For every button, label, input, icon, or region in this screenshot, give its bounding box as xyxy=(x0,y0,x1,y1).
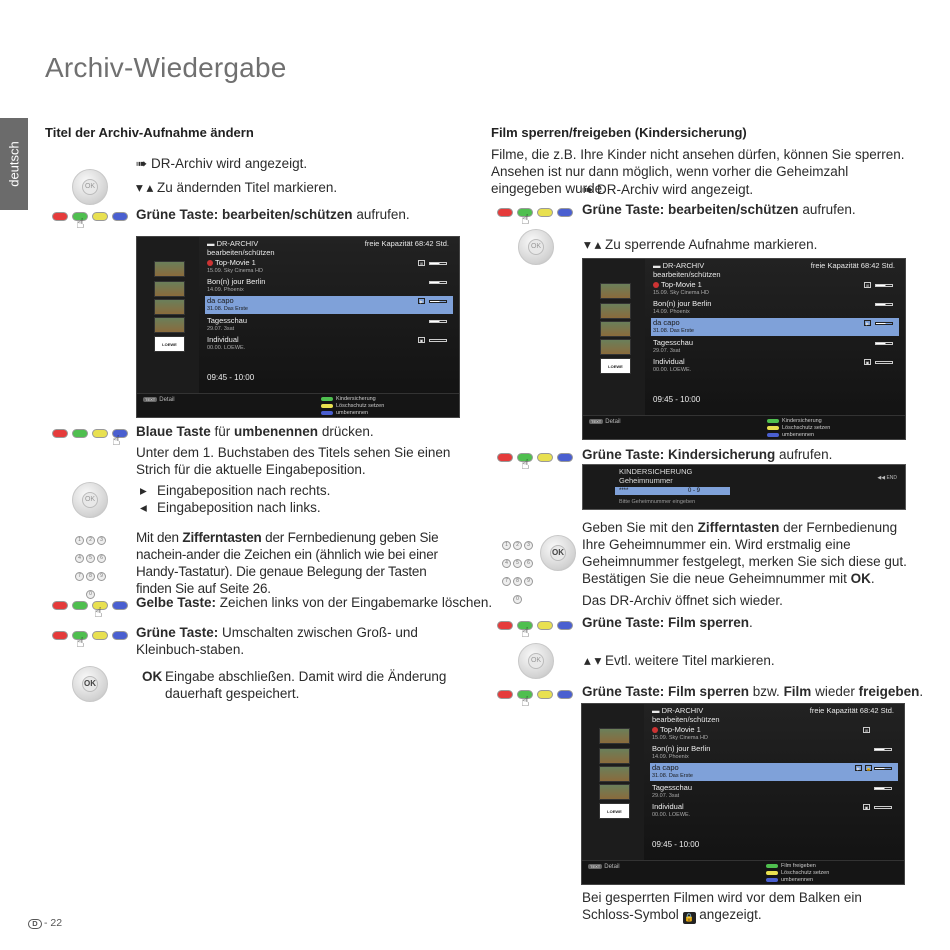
left-step-cursor-info: Unter dem 1. Buchstaben des Titels sehen Sie einen Strich für die aktuelle Eingabeposition. xyxy=(136,445,451,477)
right-step-childlock: Grüne Taste: Kindersicherung aufrufen. xyxy=(582,447,833,462)
list-item[interactable]: Individual 00.00. LOEWE. ▣ xyxy=(650,802,898,820)
pointing-hand-icon: ☝ xyxy=(521,624,530,640)
left-step-ok: Eingabe abschließen. Damit wird die Änderung dauerhaft gespeichert. xyxy=(165,669,447,701)
page-number: D - 22 xyxy=(28,917,62,929)
right-step-lock-film: Grüne Taste: Film sperren. xyxy=(582,615,753,630)
thumbnail xyxy=(600,339,631,355)
ok-button-icon: OK xyxy=(72,666,108,702)
color-keys-icon xyxy=(52,208,132,222)
left-step-pos-right: Eingabeposition nach rechts. xyxy=(157,483,331,498)
ok-button-icon: OK xyxy=(540,535,576,571)
pointing-hand-icon: ☝ xyxy=(76,634,85,650)
color-keys-icon xyxy=(497,449,577,463)
color-keys-icon xyxy=(497,204,577,218)
ok-key-label: OK xyxy=(142,669,163,684)
list-item[interactable]: Top-Movie 1 15.09. Sky Cinema HD ⊞ xyxy=(651,280,899,298)
thumbnail xyxy=(154,281,185,297)
right-step-more-titles: ▴ ▾ Evtl. weitere Titel markieren. xyxy=(584,653,775,668)
left-step-green: Grüne Taste: bearbeiten/schützen aufrufen. xyxy=(136,207,410,222)
thumbnail xyxy=(154,317,185,333)
time-range: 09:45 - 10:00 xyxy=(653,395,701,404)
tv-archive-screen-2 xyxy=(582,258,906,440)
color-keys-icon xyxy=(497,617,577,631)
thumbnail xyxy=(600,283,631,299)
list-item[interactable]: Bon(n) jour Berlin 14.09. Phoenix xyxy=(205,277,453,295)
thumbnail xyxy=(599,728,630,744)
left-step-yellow: Gelbe Taste: Zeichen links von der Eingabemarke löschen. xyxy=(136,595,493,610)
list-item-selected[interactable]: da capo 31.08. Das Erste ▶ xyxy=(651,318,899,336)
list-item-selected[interactable]: da capo 31.08. Das Erste ▶ 🔒 xyxy=(650,763,898,781)
thumbnail xyxy=(599,784,630,800)
left-step-blue: Blaue Taste für umbenennen drücken. xyxy=(136,424,374,439)
left-arrow-icon: ◂ xyxy=(140,500,147,515)
list-item[interactable]: Bon(n) jour Berlin 14.09. Phoenix xyxy=(651,299,899,317)
capacity-label: freie Kapazität 68:42 Std. xyxy=(364,239,449,248)
numeric-keypad-icon: 1 2 34 5 67 8 90 xyxy=(501,533,535,605)
left-section-title: Titel der Archiv-Aufnahme ändern xyxy=(45,125,254,140)
right-step-archive-reopens: Das DR-Archiv öffnet sich wieder. xyxy=(582,593,783,608)
pointing-hand-icon: ☝ xyxy=(521,693,530,709)
thumbnail-logo: LOEWE xyxy=(599,803,630,819)
tv-header: ▬ DR-ARCHIV bearbeiten/schützen xyxy=(653,261,721,279)
tv-footer: TEXT Detail Kindersicherung Löschschutz setzen umbenennen xyxy=(583,415,905,439)
legend: Film freigeben Löschschutz setzen umbenennen xyxy=(766,863,829,884)
right-step-archive-shown: ➠ DR-Archiv wird angezeigt. xyxy=(582,182,754,197)
thumbnail xyxy=(600,303,631,319)
left-step-archive-shown: ➠ DR-Archiv wird angezeigt. xyxy=(136,156,308,171)
list-item[interactable]: Tagesschau 29.07. 3sat xyxy=(651,338,899,356)
right-section-title: Film sperren/freigeben (Kindersicherung) xyxy=(491,125,747,140)
pin-hint: Bitte Geheimnummer eingeben xyxy=(619,499,696,505)
thumbnail xyxy=(600,321,631,337)
thumbnail xyxy=(599,766,630,782)
tv-footer: TEXT Detail Kindersicherung Löschschutz setzen umbenennen xyxy=(137,393,459,417)
page-title: Archiv-Wiedergabe xyxy=(45,52,287,83)
right-intro: Filme, die z.B. Ihre Kinder nicht ansehen dürfen, können Sie sperren. Ansehen ist nur dann möglich, wenn vorher die Geheimzahl eingegeben wurde. xyxy=(491,147,905,196)
left-step-mark-title: ▾ ▴ Zu ändernden Titel markieren. xyxy=(136,180,338,195)
tv-archive-screen-1 xyxy=(136,236,460,418)
nav-ring-icon: OK xyxy=(518,229,554,265)
color-keys-icon xyxy=(52,597,132,611)
nav-ring-icon: OK xyxy=(72,169,108,205)
nav-ring-icon: OK xyxy=(518,643,554,679)
pointing-hand-icon: ☝ xyxy=(94,604,103,620)
right-step-lock-or-release: Grüne Taste: Film sperren bzw. Film wieder freigeben. xyxy=(582,684,924,699)
thumbnail-logo: LOEWE xyxy=(600,358,631,374)
right-step-lock-symbol-note: Bei gesperrten Filmen wird vor dem Balken ein Schloss-Symbol 🔒 angezeigt. xyxy=(582,890,862,922)
left-step-digits: Mit den Zifferntasten der Fernbedienung geben Sie nachein-ander die Zeichen ein (ähnlich wie bei einer Handy-Tastatur). Die genaue Belegung der Tasten finden Sie auf Seite 26. xyxy=(136,530,439,596)
list-item-selected[interactable]: da capo 31.08. Das Erste ▶ xyxy=(205,296,453,314)
capacity-label: freie Kapazität 68:42 Std. xyxy=(810,261,895,270)
legend: Kindersicherung Löschschutz setzen umbenennen xyxy=(321,396,384,417)
tv-archive-screen-3 xyxy=(581,703,905,885)
numeric-keypad-icon: 1 2 34 5 67 8 90 xyxy=(74,528,108,600)
thumbnail-logo: LOEWE xyxy=(154,336,185,352)
list-item[interactable]: Tagesschau 29.07. 3sat xyxy=(650,783,898,801)
nav-ring-icon: OK xyxy=(72,482,108,518)
lock-icon: 🔒 xyxy=(866,766,871,771)
tv-footer: TEXT Detail Film freigeben Löschschutz setzen umbenennen xyxy=(582,860,904,884)
legend: Kindersicherung Löschschutz setzen umbenennen xyxy=(767,418,830,439)
thumbnail-column xyxy=(137,237,199,395)
pointing-hand-icon: ☝ xyxy=(521,211,530,227)
time-range: 09:45 - 10:00 xyxy=(652,840,700,849)
right-step-mark: ▾ ▴ Zu sperrende Aufnahme markieren. xyxy=(584,237,818,252)
right-step-enter-pin: Geben Sie mit den Zifferntasten der Fernbedienung Ihre Geheimnummer ein. Wird erstmalig eine Geheimnummer festgelegt, merken Sie sich diese gut. Bestätigen Sie die neue Geheimnummer mit OK. xyxy=(582,520,907,586)
capacity-label: freie Kapazität 68:42 Std. xyxy=(809,706,894,715)
dialog-keys: ◀◀ END xyxy=(877,475,897,481)
list-item[interactable]: Top-Movie 1 15.09. Sky Cinema HD ⊞ xyxy=(205,258,453,276)
right-arrow-icon: ▸ xyxy=(140,483,147,498)
left-step-green-case: Grüne Taste: Umschalten zwischen Groß- und Kleinbuch-staben. xyxy=(136,625,418,657)
color-keys-icon xyxy=(497,686,577,700)
right-step-green: Grüne Taste: bearbeiten/schützen aufrufen. xyxy=(582,202,856,217)
pointing-hand-icon: ☝ xyxy=(112,432,121,448)
pin-dialog: KINDERSICHERUNG Geheimnummer ◀◀ END **** 0 - 9 Bitte Geheimnummer eingeben xyxy=(582,464,906,510)
pointing-hand-icon: ☝ xyxy=(521,456,530,472)
pointing-hand-icon: ☝ xyxy=(76,215,85,231)
list-item[interactable]: Tagesschau 29.07. 3sat xyxy=(205,316,453,334)
list-item[interactable]: Individual 00.00. LOEWE. ▣ xyxy=(205,335,453,353)
list-item[interactable]: Bon(n) jour Berlin 14.09. Phoenix xyxy=(650,744,898,762)
lock-icon: 🔒 xyxy=(684,913,695,922)
time-range: 09:45 - 10:00 xyxy=(207,373,255,382)
thumbnail xyxy=(154,261,185,277)
list-item[interactable]: Top-Movie 1 15.09. Sky Cinema HD ⊞ xyxy=(652,725,869,741)
tv-header: ▬ DR-ARCHIV bearbeiten/schützen xyxy=(652,706,720,724)
color-keys-icon xyxy=(52,627,132,641)
tv-header: ▬ DR-ARCHIV bearbeiten/schützen xyxy=(207,239,275,257)
thumbnail xyxy=(599,748,630,764)
thumbnail xyxy=(154,299,185,315)
left-step-pos-left: Eingabeposition nach links. xyxy=(157,500,321,515)
pin-input[interactable]: **** 0 - 9 xyxy=(615,487,730,495)
list-item[interactable]: Individual 00.00. LOEWE. ▣ xyxy=(651,357,899,375)
language-tab: deutsch xyxy=(0,118,28,210)
